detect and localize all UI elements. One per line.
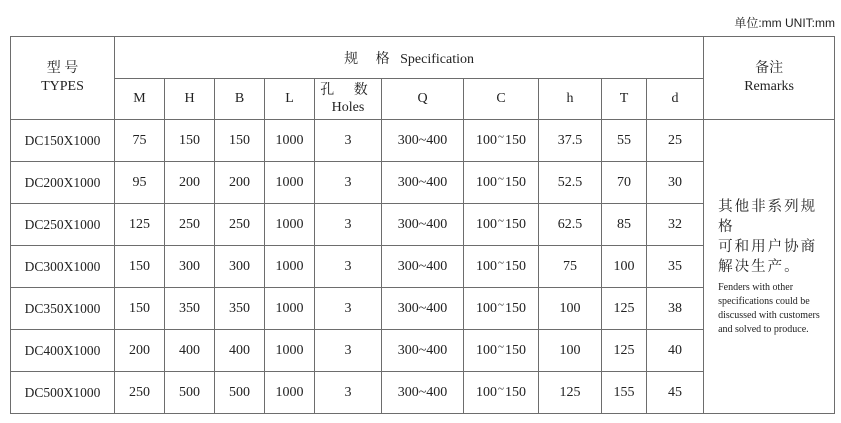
cell-q: 300~400 <box>382 204 464 246</box>
cell-holes: 3 <box>315 330 382 372</box>
cell-c <box>464 330 539 372</box>
cell-h-lower: 100 <box>539 330 602 372</box>
col-header-h-upper: H <box>165 79 215 120</box>
cell-q: 300~400 <box>382 120 464 162</box>
cell-d: 38 <box>647 288 704 330</box>
cell-m: 150 <box>115 288 165 330</box>
col-header-t: T <box>602 79 647 120</box>
cell-q: 300~400 <box>382 372 464 414</box>
remarks-zh <box>718 197 830 277</box>
cell-h-lower: 52.5 <box>539 162 602 204</box>
col-header-c: C <box>464 79 539 120</box>
unit-note: 单位:mm UNIT:mm <box>734 16 835 30</box>
remarks-en-line: discussed with customers <box>718 309 820 321</box>
cell-c-separator: ~ <box>498 130 504 143</box>
cell-c-min: 100 <box>476 216 498 232</box>
cell-c-separator: ~ <box>498 382 504 395</box>
cell-c-separator: ~ <box>498 172 504 185</box>
cell-type: DC400X1000 <box>11 330 115 372</box>
cell-type: DC350X1000 <box>11 288 115 330</box>
cell-t: 85 <box>602 204 647 246</box>
cell-b: 500 <box>215 372 265 414</box>
col-header-b: B <box>215 79 265 120</box>
cell-t: 70 <box>602 162 647 204</box>
cell-d: 32 <box>647 204 704 246</box>
table-body <box>11 120 835 414</box>
remarks-zh-line: 可和用户协商 <box>718 238 818 255</box>
cell-c-separator: ~ <box>498 298 504 311</box>
cell-b: 350 <box>215 288 265 330</box>
cell-d: 30 <box>647 162 704 204</box>
cell-t: 125 <box>602 330 647 372</box>
col-header-h-lower: h <box>539 79 602 120</box>
cell-h: 200 <box>165 162 215 204</box>
cell-l: 1000 <box>265 162 315 204</box>
cell-c-min: 100 <box>476 384 498 400</box>
cell-type: DC500X1000 <box>11 372 115 414</box>
cell-h: 350 <box>165 288 215 330</box>
cell-c <box>464 372 539 414</box>
cell-c-min: 100 <box>476 132 498 148</box>
cell-b: 400 <box>215 330 265 372</box>
cell-type: DC200X1000 <box>11 162 115 204</box>
cell-h: 150 <box>165 120 215 162</box>
col-header-holes-zh: 孔 数 <box>320 83 376 98</box>
cell-h-lower: 125 <box>539 372 602 414</box>
cell-c-max: 150 <box>504 258 526 274</box>
cell-t: 55 <box>602 120 647 162</box>
cell-c <box>464 162 539 204</box>
cell-m: 95 <box>115 162 165 204</box>
cell-t: 100 <box>602 246 647 288</box>
cell-t: 155 <box>602 372 647 414</box>
cell-c-max: 150 <box>504 342 526 358</box>
cell-h-lower: 75 <box>539 246 602 288</box>
col-header-l: L <box>265 79 315 120</box>
remarks-en-line: Fenders with other <box>718 281 794 293</box>
cell-m: 75 <box>115 120 165 162</box>
remarks-header-zh: 备注 <box>755 61 784 76</box>
remarks-header-en: Remarks <box>744 79 794 94</box>
specification-header <box>115 37 704 79</box>
specification-table <box>10 36 835 414</box>
cell-c-min: 100 <box>476 174 498 190</box>
cell-c-separator: ~ <box>498 340 504 353</box>
cell-c <box>464 204 539 246</box>
cell-c-max: 150 <box>504 174 526 190</box>
remarks-header <box>704 37 835 120</box>
cell-holes: 3 <box>315 204 382 246</box>
cell-c-max: 150 <box>504 132 526 148</box>
cell-c-min: 100 <box>476 258 498 274</box>
cell-d: 25 <box>647 120 704 162</box>
specification-header-en: Specification <box>400 51 474 67</box>
cell-d: 45 <box>647 372 704 414</box>
cell-c-separator: ~ <box>498 256 504 269</box>
cell-m: 150 <box>115 246 165 288</box>
cell-d: 35 <box>647 246 704 288</box>
cell-b: 200 <box>215 162 265 204</box>
col-header-q: Q <box>382 79 464 120</box>
cell-h-lower: 100 <box>539 288 602 330</box>
cell-l: 1000 <box>265 330 315 372</box>
col-header-holes-en: Holes <box>331 100 365 115</box>
types-header <box>11 37 115 120</box>
remarks-en-line: specifications could be <box>718 295 810 307</box>
cell-m: 200 <box>115 330 165 372</box>
remarks-zh-line: 其他非系列规格 <box>718 198 818 235</box>
types-header-zh: 型 号 <box>46 61 79 76</box>
cell-b: 250 <box>215 204 265 246</box>
specification-header-zh: 规 格 <box>344 51 397 67</box>
cell-c-max: 150 <box>504 216 526 232</box>
remarks-en <box>718 281 830 337</box>
cell-m: 250 <box>115 372 165 414</box>
cell-c <box>464 288 539 330</box>
cell-q: 300~400 <box>382 288 464 330</box>
cell-t: 125 <box>602 288 647 330</box>
cell-holes: 3 <box>315 162 382 204</box>
remarks-cell <box>704 120 835 414</box>
cell-b: 300 <box>215 246 265 288</box>
cell-d: 40 <box>647 330 704 372</box>
col-header-d: d <box>647 79 704 120</box>
cell-l: 1000 <box>265 372 315 414</box>
cell-h: 250 <box>165 204 215 246</box>
cell-h: 300 <box>165 246 215 288</box>
cell-h-lower: 37.5 <box>539 120 602 162</box>
cell-holes: 3 <box>315 246 382 288</box>
cell-l: 1000 <box>265 246 315 288</box>
cell-type: DC250X1000 <box>11 204 115 246</box>
cell-h-lower: 62.5 <box>539 204 602 246</box>
cell-h: 500 <box>165 372 215 414</box>
cell-holes: 3 <box>315 372 382 414</box>
col-header-holes <box>315 79 382 120</box>
cell-type: DC300X1000 <box>11 246 115 288</box>
cell-q: 300~400 <box>382 246 464 288</box>
col-header-m: M <box>115 79 165 120</box>
cell-c-min: 100 <box>476 342 498 358</box>
table-row <box>11 120 835 162</box>
cell-m: 125 <box>115 204 165 246</box>
cell-h: 400 <box>165 330 215 372</box>
cell-q: 300~400 <box>382 162 464 204</box>
cell-c <box>464 246 539 288</box>
cell-l: 1000 <box>265 204 315 246</box>
cell-c-min: 100 <box>476 300 498 316</box>
cell-c-max: 150 <box>504 384 526 400</box>
cell-q: 300~400 <box>382 330 464 372</box>
cell-l: 1000 <box>265 120 315 162</box>
cell-c <box>464 120 539 162</box>
cell-b: 150 <box>215 120 265 162</box>
cell-holes: 3 <box>315 288 382 330</box>
cell-l: 1000 <box>265 288 315 330</box>
cell-type: DC150X1000 <box>11 120 115 162</box>
remarks-en-line: and solved to produce. <box>718 323 809 335</box>
cell-holes: 3 <box>315 120 382 162</box>
remarks-zh-line: 解决生产。 <box>718 258 801 275</box>
types-header-en: TYPES <box>41 79 84 94</box>
cell-c-max: 150 <box>504 300 526 316</box>
cell-c-separator: ~ <box>498 214 504 227</box>
